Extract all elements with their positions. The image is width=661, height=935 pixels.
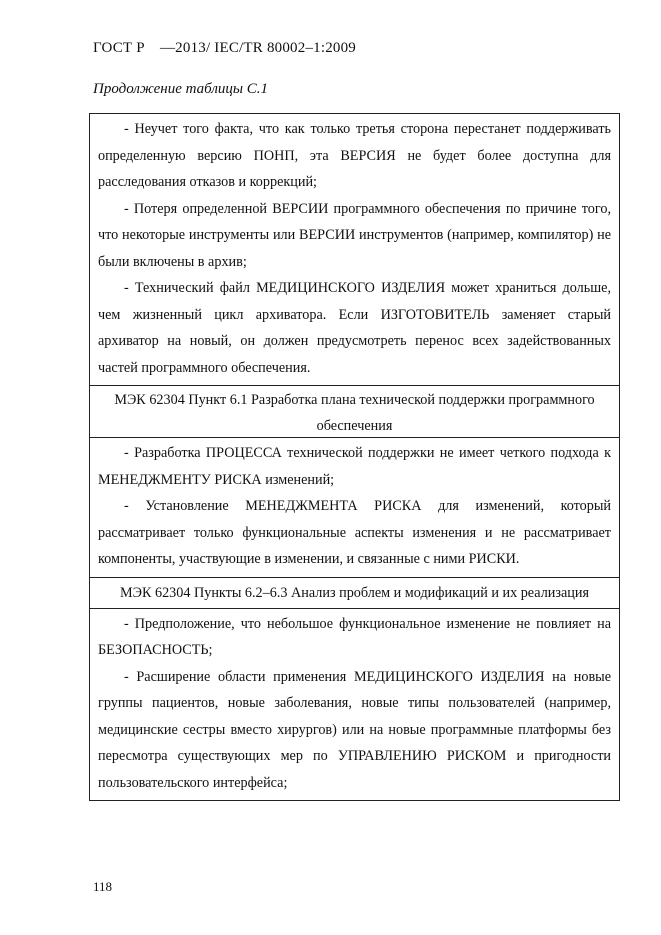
list-item: - Предположение, что небольшое функциональное изменение не повлияет на БЕЗОПАСНОСТЬ; bbox=[98, 615, 611, 658]
table-row-block2 bbox=[89, 438, 620, 578]
list-item: - Разработка ПРОЦЕССА технической поддержки не имеет четкого подхода к МЕНЕДЖМЕНТУ РИСКА изменений; bbox=[98, 445, 611, 488]
table-row-block3 bbox=[89, 609, 620, 802]
document-header: ГОСТ Р —2013/ IEC/TR 80002–1:2009 bbox=[93, 40, 357, 56]
page-number: 118 bbox=[93, 879, 113, 894]
section-heading-6-1: МЭК 62304 Пункт 6.1 Разработка плана технической поддержки программного обеспечения bbox=[89, 386, 620, 438]
list-item: - Установление МЕНЕДЖМЕНТА РИСКА для изменений, который рассматривает только функциональные аспекты изменения и не рассматривает компоненты, участвующие в изменении, и связанные с ними РИСКИ. bbox=[98, 498, 611, 567]
table-caption: Продолжение таблицы С.1 bbox=[93, 81, 269, 97]
list-item: - Технический файл МЕДИЦИНСКОГО ИЗДЕЛИЯ может храниться дольше, чем жизненный цикл архиватора. Если ИЗГОТОВИТЕЛЬ заменяет старый архиватор на новый, он должен предусмотреть перенос всех задействованных частей программного обеспечения. bbox=[98, 280, 611, 376]
list-item: - Неучет того факта, что как только третья сторона перестанет поддерживать определенную версию ПОНП, эта ВЕРСИЯ не будет более доступна для расследования отказов и коррекций; bbox=[98, 121, 611, 190]
section-heading-6-2: МЭК 62304 Пункты 6.2–6.3 Анализ проблем и модификаций и их реализация bbox=[89, 578, 620, 609]
list-item: - Расширение области применения МЕДИЦИНСКОГО ИЗДЕЛИЯ на новые группы пациентов, новые заболевания, новые типы пользователей (например, медицинские сестры вместо хирургов) или на новые программные платформы без пересмотра существующих мер по УПРАВЛЕНИЮ РИСКОМ и пригодности пользовательского интерфейса; bbox=[98, 668, 611, 791]
list-item: - Потеря определенной ВЕРСИИ программного обеспечения по причине того, что некоторые инструменты или ВЕРСИИ инструментов (например, компилятор) не были включены в архив; bbox=[98, 200, 611, 270]
table-row-block1 bbox=[89, 114, 620, 386]
continuation-table bbox=[89, 113, 620, 801]
